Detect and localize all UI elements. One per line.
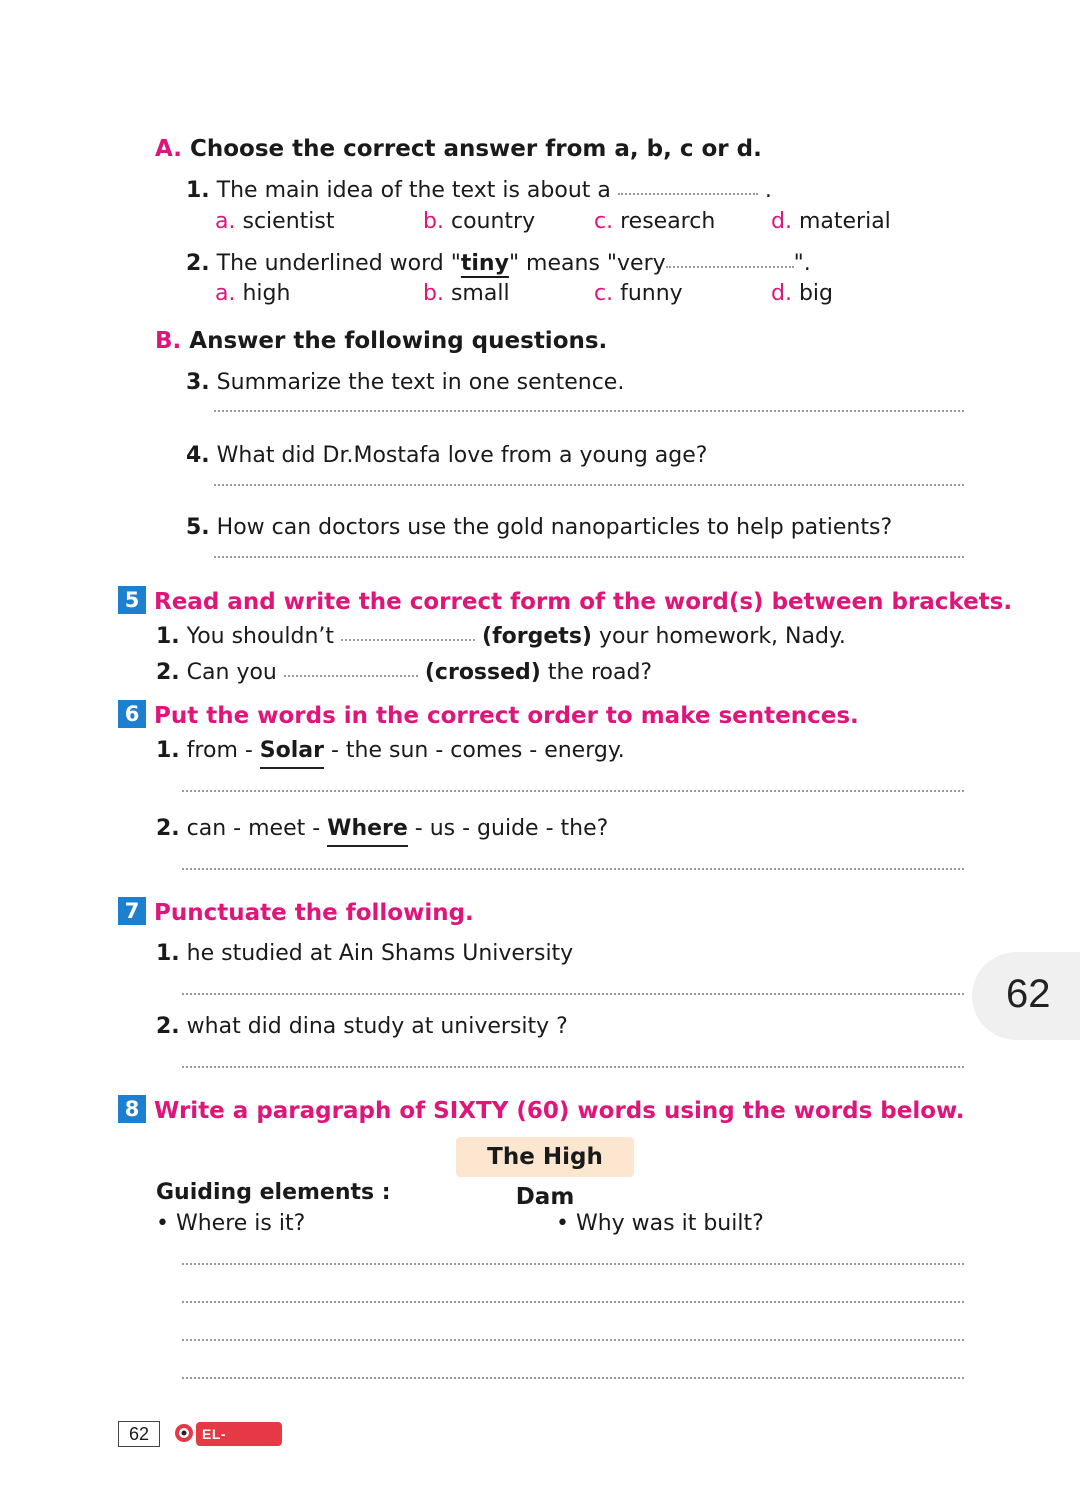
page-number-tab-label: 62 xyxy=(1006,972,1051,1016)
q1-option-b[interactable]: b. country xyxy=(423,209,536,234)
answer-blank[interactable] xyxy=(618,193,758,195)
s7-item-1: 1. he studied at Ain Shams University xyxy=(156,941,574,966)
question-5: 5. How can doctors use the gold nanoparticles to help patients? xyxy=(186,515,893,540)
section-b-heading: B. Answer the following questions. xyxy=(155,328,608,354)
page-number-tab xyxy=(972,952,1080,1040)
answer-line-s6-2[interactable] xyxy=(182,868,964,870)
q2-option-c[interactable]: c. funny xyxy=(594,281,683,306)
section-number-badge: 7 xyxy=(118,897,146,925)
section-number-badge: 8 xyxy=(118,1095,146,1123)
guiding-bullet-2: • Why was it built? xyxy=(556,1211,764,1236)
section-b-title: Answer the following questions. xyxy=(189,328,608,354)
s6-item-1: 1. from - Solar - the sun - comes - energy. xyxy=(156,738,625,763)
question-3: 3. Summarize the text in one sentence. xyxy=(186,370,625,395)
guiding-elements-label: Guiding elements : xyxy=(156,1180,391,1205)
section-8-heading xyxy=(118,1095,965,1124)
section-6-heading xyxy=(118,700,859,729)
answer-blank[interactable] xyxy=(666,266,794,268)
section-a-title: Choose the correct answer from a, b, c or d. xyxy=(189,136,762,162)
writing-line-1[interactable] xyxy=(182,1263,964,1265)
section-7-title: Punctuate the following. xyxy=(154,900,474,926)
q2-option-b[interactable]: b. small xyxy=(423,281,510,306)
q2-option-a[interactable]: a. high xyxy=(215,281,291,306)
section-8-title: Write a paragraph of SIXTY (60) words using the words below. xyxy=(154,1098,965,1124)
answer-blank[interactable] xyxy=(284,675,418,677)
answer-line-s7-1[interactable] xyxy=(182,993,964,995)
section-6-title: Put the words in the correct order to make sentences. xyxy=(154,703,859,729)
writing-line-3[interactable] xyxy=(182,1339,964,1341)
question-4: 4. What did Dr.Mostafa love from a young age? xyxy=(186,443,708,468)
answer-line-s6-1[interactable] xyxy=(182,790,964,792)
writing-line-4[interactable] xyxy=(182,1377,964,1379)
guiding-bullet-1: • Where is it? xyxy=(156,1211,306,1236)
section-number-badge: 6 xyxy=(118,700,146,728)
answer-line-s7-2[interactable] xyxy=(182,1066,964,1068)
q1-option-d[interactable]: d. material xyxy=(771,209,891,234)
section-a-letter: A. xyxy=(155,136,182,162)
writing-line-2[interactable] xyxy=(182,1301,964,1303)
brand-mark-icon xyxy=(174,1423,194,1443)
section-5-title: Read and write the correct form of the word(s) between brackets. xyxy=(154,589,1013,615)
footer-page-number: 62 xyxy=(118,1421,160,1447)
s6-item-2: 2. can - meet - Where - us - guide - the? xyxy=(156,816,608,841)
section-5-heading xyxy=(118,586,1012,615)
answer-line-5[interactable] xyxy=(214,556,964,558)
q2-option-d[interactable]: d. big xyxy=(771,281,834,306)
s7-item-2: 2. what did dina study at university ? xyxy=(156,1014,568,1039)
section-a-heading xyxy=(155,136,762,162)
q1-option-a[interactable]: a. scientist xyxy=(215,209,335,234)
question-2: 2. The underlined word "tiny" means "very ". xyxy=(186,251,811,276)
brand-name: EL-MOASSER xyxy=(196,1422,282,1446)
s5-item-1: 1. You shouldn’t (forgets) your homework, Nady. xyxy=(156,624,846,649)
underlined-word: tiny xyxy=(460,251,509,276)
answer-blank[interactable] xyxy=(341,639,475,641)
topic-label: The High Dam xyxy=(456,1137,634,1177)
answer-line-4[interactable] xyxy=(214,484,964,486)
section-7-heading xyxy=(118,897,474,926)
section-number-badge: 5 xyxy=(118,586,146,614)
answer-line-3[interactable] xyxy=(214,410,964,412)
s5-item-2: 2. Can you (crossed) the road? xyxy=(156,660,653,685)
question-1: 1. The main idea of the text is about a . xyxy=(186,178,772,203)
q1-option-c[interactable]: c. research xyxy=(594,209,716,234)
